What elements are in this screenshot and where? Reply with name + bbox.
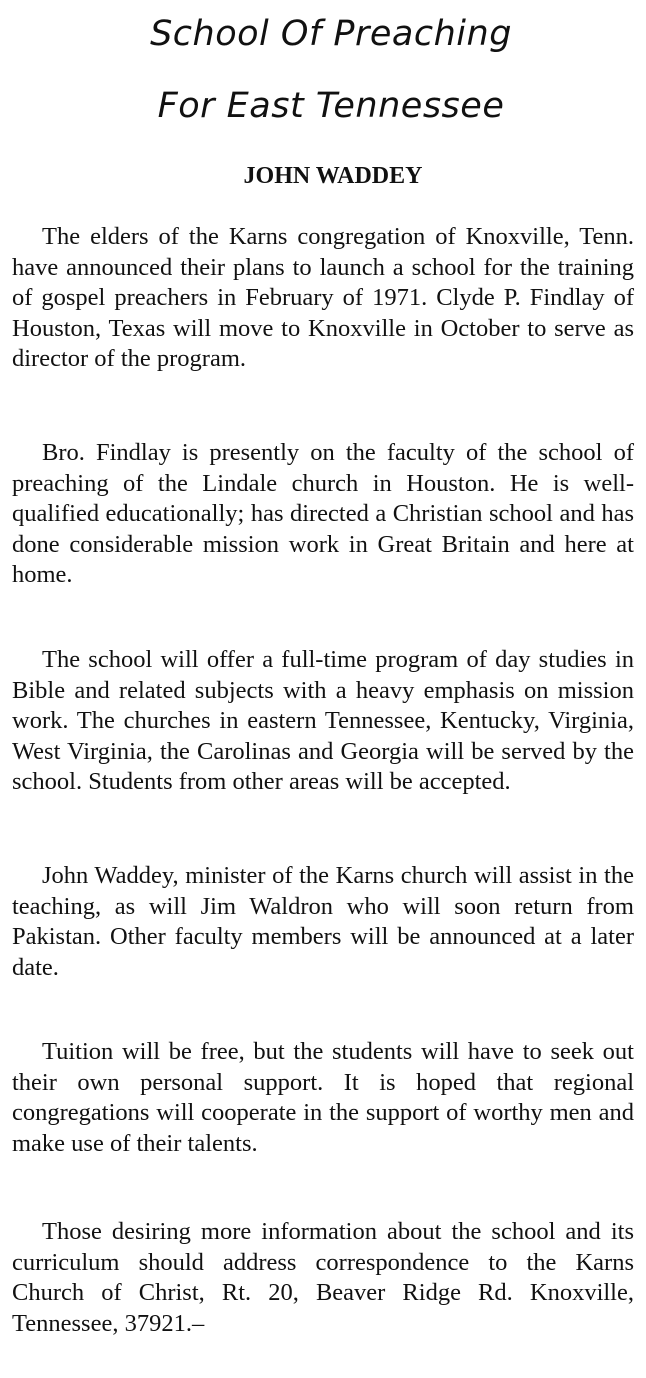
author-byline: JOHN WADDEY: [243, 163, 423, 189]
article-title-line-2: For East Tennessee: [157, 86, 505, 126]
paragraph-director-background: Bro. Findlay is presently on the faculty of the school of preaching of the Lindale church in Houston. He is well-qualified educationally; has directed a Christian school and has done considerable mission work in Great Britain and here at home.: [12, 439, 634, 589]
paragraph-program-description: The school will offer a full-time program of day studies in Bible and related subjects with a heavy emphasis on mission work. The churches in eastern Tennessee, Kentucky, Virginia, West Virginia, the Carolinas and Georgia will be served by the school. Students from other areas will be accepted.: [12, 646, 634, 796]
paragraph-faculty: John Waddey, minister of the Karns church will assist in the teaching, as will Jim Waldron who will soon return from Pakistan. Other faculty members will be announced at a later date.: [12, 862, 634, 981]
paragraph-tuition: Tuition will be free, but the students will have to seek out their own personal support. It is hoped that regional congregations will cooperate in the support of worthy men and make use of their talents.: [12, 1038, 634, 1157]
paragraph-contact: Those desiring more information about the school and its curriculum should address correspondence to the Karns Church of Christ, Rt. 20, Beaver Ridge Rd. Knoxville, Tennessee, 37921.–: [12, 1218, 634, 1337]
article-title-line-1: School Of Preaching: [150, 14, 512, 54]
paragraph-announcement: The elders of the Karns congregation of Knoxville, Tenn. have announced their plans to launch a school for the training of gospel preachers in February of 1971. Clyde P. Findlay of Houston, Texas will move to Knoxville in October to serve as director of the program.: [12, 223, 634, 373]
